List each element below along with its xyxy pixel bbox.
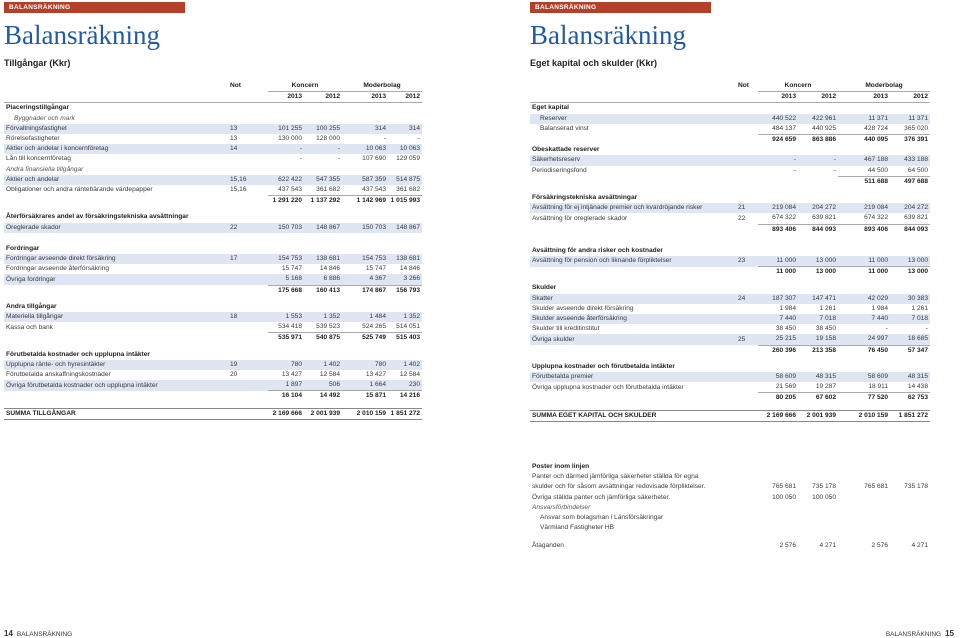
- table-years: 2013 2012 2013 2012: [530, 92, 930, 103]
- table-row: Fordringar avseende återförsäkring 15 747 14 846 15 747 14 846: [6, 265, 420, 273]
- table-years: 2013 2012 2013 2012: [4, 92, 422, 103]
- section-heading: Eget kapital: [530, 103, 930, 114]
- table-row: Panter och därmed jämförliga säkerheter ställda för egna: [532, 473, 699, 481]
- page-number: 15: [945, 629, 954, 638]
- section-heading: Fordringar: [6, 244, 40, 252]
- section-tag: BALANSRÄKNING: [4, 2, 185, 13]
- table-row: Balanserad vinst 484 137 440 925 428 724 365 020: [540, 124, 928, 133]
- table-row: Reserver 440 522 422 961 11 371 11 371: [530, 114, 930, 124]
- total-row: SUMMA EGET KAPITAL OCH SKULDER 2 169 666 2 001 939 2 010 159 1 851 272: [530, 410, 930, 421]
- table-row: Kassa och bank 534 418 539 523 524 265 514 051: [6, 323, 420, 331]
- subtotal-row: 1 291 220 1 137 292 1 142 969 1 015 993: [4, 196, 422, 207]
- section-heading: Återförsäkrares andel av försäkringstekniska avsättningar: [6, 213, 189, 221]
- table-row: Åtaganden 2 576 4 271 2 576 4 271: [532, 542, 929, 550]
- section-heading: Placeringstillgångar: [4, 103, 422, 114]
- subsection-heading: Andra finansiella tillgångar: [6, 165, 84, 173]
- equity-liabilities-table: [530, 81, 930, 422]
- table-row: Skulder till kreditinstitut 38 450 38 450 - -: [532, 325, 928, 333]
- table-row: Lån till koncernföretag - - 107 690 129 059: [6, 155, 420, 163]
- table-row: Periodiseringsfond - - 44 500 64 500: [532, 166, 928, 174]
- subtotal-row: 80 205 67 602 77 520 62 753: [530, 393, 930, 404]
- table-row: Aktier och andelar i koncernföretag 14 - - 10 063 10 063: [4, 144, 422, 154]
- page-title: Balansräkning: [4, 20, 160, 50]
- page-number: 14: [4, 629, 13, 638]
- table-row: Förutbetalda anskaffningskostnader 20 13 427 12 584 13 427 12 584: [6, 371, 420, 379]
- off-balance-table: [530, 462, 930, 552]
- subsection-heading: Byggnader och mark: [14, 114, 75, 122]
- subtotal-row: 924 659 863 886 440 095 376 391: [530, 135, 930, 146]
- table-row: Rörelsefastigheter 13 130 000 128 000 - -: [6, 135, 420, 143]
- table-row: Övriga förutbetalda kostnader och upplupna intäkter 1 897 506 1 664 230: [4, 380, 422, 391]
- page-subtitle: Tillgångar (Kkr): [4, 58, 71, 68]
- section-heading: Förutbetalda kostnader och upplupna intäkter: [6, 350, 150, 358]
- table-row: Upplupna ränte- och hyresintäkter 19 780 1 402 780 1 402: [4, 360, 422, 370]
- table-row: Övriga fordringar 5 168 6 886 4 367 3 266: [4, 274, 422, 285]
- right-page: [480, 0, 960, 637]
- subtotal-row: 535 971 540 875 525 749 515 403: [4, 333, 422, 344]
- table-row: Aktier och andelar 15,16 622 422 547 355 587 359 514 875: [4, 175, 422, 185]
- table-row: Förutbetalda premier 58 609 48 315 58 609 48 315: [530, 372, 930, 382]
- subtotal-row: 11 000 13 000 11 000 13 000: [530, 267, 930, 278]
- subtotal-row: 175 668 160 413 174 867 156 793: [4, 285, 422, 296]
- section-heading: Skulder: [532, 284, 557, 292]
- subtotal-row: 260 396 213 358 76 450 57 347: [530, 345, 930, 356]
- table-header: Not Koncern Moderbolag: [738, 82, 903, 90]
- table-header: Not Koncern Moderbolag: [230, 82, 401, 90]
- table-row: Övriga ställda panter och jämförliga säkerheter. 100 050 100 050: [532, 493, 836, 501]
- section-heading: Obeskattade reserver: [532, 146, 600, 154]
- table-row: Obligationer och andra räntebärande värdepapper 15,16 437 543 361 682 437 543 361 682: [6, 186, 420, 194]
- table-row: Skatter 24 187 307 147 471 42 029 30 383: [530, 294, 930, 304]
- table-row: Säkerhetsreserv - - 467 188 433 188: [530, 155, 930, 165]
- subtotal-row: 893 406 844 093 893 406 844 093: [530, 224, 930, 235]
- table-row: Skulder avseende återförsäkring 7 440 7 018 7 440 7 018: [530, 314, 930, 324]
- table-row: Materiella tillgångar 18 1 553 1 352 1 484 1 352: [4, 312, 422, 322]
- assets-table: [4, 81, 422, 420]
- section-heading: Poster inom linjen: [532, 463, 590, 470]
- subsection-heading: Ansvarsförbindelser: [532, 503, 591, 511]
- table-row: Fordringar avseende direkt försäkring 17 154 753 138 681 154 753 138 681: [4, 254, 422, 264]
- subtotal-row: 511 688 497 688: [530, 176, 930, 187]
- section-heading: Upplupna kostnader och förutbetalda intäkter: [532, 362, 675, 370]
- page-title: Balansräkning: [530, 20, 686, 50]
- table-row: Avsättning för ej intjänade premier och kvardröjande risker 21 219 084 204 272 219 084 204 272: [530, 203, 930, 213]
- table-row: Värmland Fastigheter HB: [540, 524, 615, 532]
- footer-label: BALANSRÄKNING: [16, 631, 73, 638]
- table-row: Övriga skulder 25 25 215 19 158 24 997 18 685: [530, 334, 930, 345]
- total-row: SUMMA TILLGÅNGAR 2 169 666 2 001 939 2 010 159 1 851 272: [4, 408, 422, 419]
- table-row: Oreglerade skador 22 150 703 148 867 150 703 148 867: [4, 223, 422, 233]
- table-row: Avsättning för oreglerade skador 22 674 322 639 821 674 322 639 821: [532, 214, 928, 222]
- table-row: Ansvar som bolagsman i Länsförsäkringar: [540, 514, 664, 522]
- section-heading: Andra tillgångar: [6, 302, 57, 310]
- section-heading: Avsättning för andra risker och kostnader: [532, 246, 663, 254]
- footer-label: BALANSRÄKNING: [885, 631, 942, 638]
- subtotal-row: 16 104 14 492 15 871 14 216: [4, 391, 422, 402]
- section-tag: BALANSRÄKNING: [530, 2, 711, 13]
- page-subtitle: Eget kapital och skulder (Kkr): [530, 58, 658, 68]
- table-row: Förvaltningsfastighet 13 101 255 100 255 314 314: [4, 124, 422, 134]
- table-row: skulder och för såsom avsättningar redovisade förpliktelser. 765 681 735 178 765 681 735 178: [532, 483, 929, 491]
- table-row: Avsättning för pension och liknande förpliktelser 23 11 000 13 000 11 000 13 000: [530, 256, 930, 267]
- left-page: [0, 0, 480, 637]
- table-row: Övriga upplupna kostnader och förutbetalda intäkter 21 569 19 287 18 911 14 438: [532, 383, 928, 391]
- table-row: Skulder avseende direkt försäkring 1 984 1 261 1 984 1 261: [532, 304, 928, 312]
- section-heading: Försäkringstekniska avsättningar: [532, 194, 638, 202]
